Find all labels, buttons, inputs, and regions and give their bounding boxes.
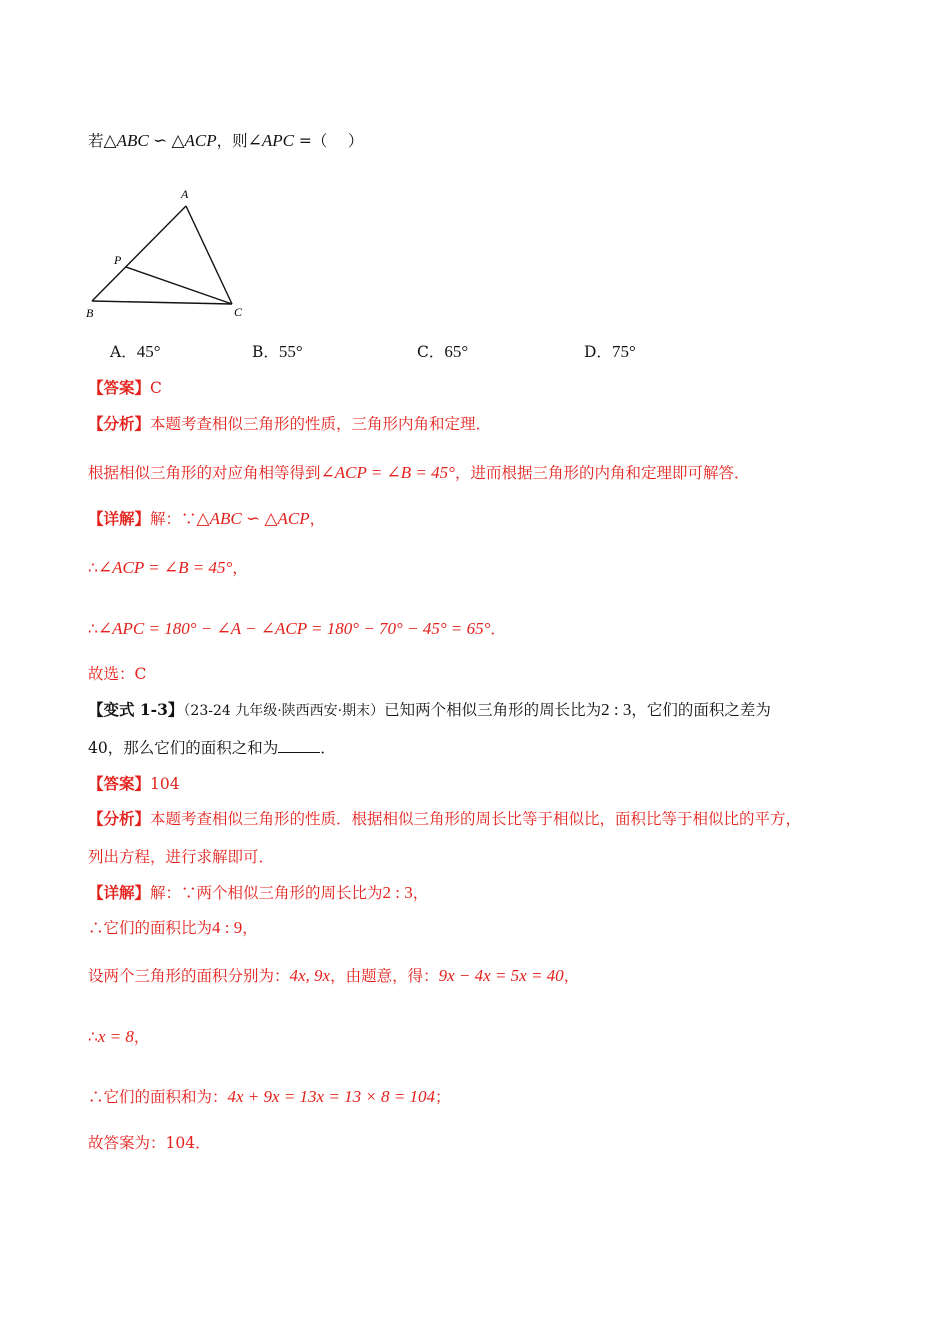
answer-line <box>88 377 162 399</box>
answer-tag: 【答案】 <box>88 378 151 397</box>
detail2-line: 【详解】解：∵两个相似三角形的周长比为2 : 3， <box>88 883 429 902</box>
option-c: C．65° <box>417 342 469 361</box>
detail-tag: 【详解】 <box>88 509 151 528</box>
detail-step-2: ∴∠APC = 180° − ∠A − ∠ACP = 180° − 70° − 45° = 65°． <box>88 619 506 638</box>
question2-stem-cont: 40，那么它们的面积之和为 ． <box>88 736 336 759</box>
detail2-step-1: ∴它们的面积比为4 : 9， <box>88 918 258 937</box>
analysis-line <box>88 413 491 435</box>
analysis-tag: 【分析】 <box>88 414 151 433</box>
analysis2-line-cont: 列出方程，进行求解即可． <box>88 848 275 866</box>
side-bc <box>92 301 232 304</box>
label-a: A <box>181 187 189 201</box>
answer2-value: 104 <box>150 775 180 793</box>
side-ab <box>92 206 186 301</box>
question-source: （23-24 九年级·陕西西安·期末） <box>183 703 385 719</box>
analysis2-line: 【分析】本题考查相似三角形的性质．根据相似三角形的周长比等于相似比，面积比等于相似比的平方， <box>88 809 802 828</box>
detail-step-1: ∴∠ACP = ∠B = 45°， <box>88 558 248 577</box>
detail-line: 【详解】解：∵△ABC ∽ △ACP， <box>88 509 326 528</box>
option-a: A．45° <box>110 342 161 361</box>
analysis-text: 本题考查相似三角形的性质，三角形内角和定理． <box>150 415 492 433</box>
stem-formula: △ABC ∽ △ACP <box>103 131 217 150</box>
stem-target: ∠APC <box>247 131 294 150</box>
question2-stem: 【变式 1-3】（23-24 九年级·陕西西安·期末）已知两个相似三角形的周长比为2 : 3，它们的面积之差为 <box>88 700 771 719</box>
detail2-step-2: 设两个三角形的面积分别为：4x, 9x，由题意，得：9x − 4x = 5x = 40， <box>88 966 580 985</box>
stem-mid: ，则 <box>216 132 248 150</box>
detail2-step-3: ∴x = 8， <box>88 1027 150 1046</box>
answer-blank[interactable] <box>278 736 320 753</box>
answer2-line: 【答案】104 <box>88 774 180 793</box>
segment-pc <box>126 267 232 304</box>
question-stem <box>88 130 363 152</box>
analysis-line-2: 根据相似三角形的对应角相等得到∠ACP = ∠B = 45°，进而根据三角形的内角和定理即可解答． <box>88 463 750 482</box>
stem-suffix: =（ ） <box>294 132 364 150</box>
stem-prefix: 若 <box>88 132 104 150</box>
label-p: P <box>114 253 122 267</box>
label-b: B <box>86 306 94 320</box>
detail2-step-4: ∴它们的面积和为：4x + 9x = 13x = 13 × 8 = 104； <box>88 1087 451 1106</box>
answer-value: C <box>150 379 162 397</box>
option-d: D．75° <box>584 342 636 361</box>
label-c: C <box>234 305 243 319</box>
option-b: B．55° <box>252 342 303 361</box>
triangle-figure <box>80 180 260 325</box>
variant-tag: 【变式 1-3】 <box>88 700 184 719</box>
final-answer-line: 故答案为：104． <box>88 1134 211 1152</box>
conclusion-line: 故选：C <box>88 665 147 683</box>
side-ac <box>186 206 232 304</box>
